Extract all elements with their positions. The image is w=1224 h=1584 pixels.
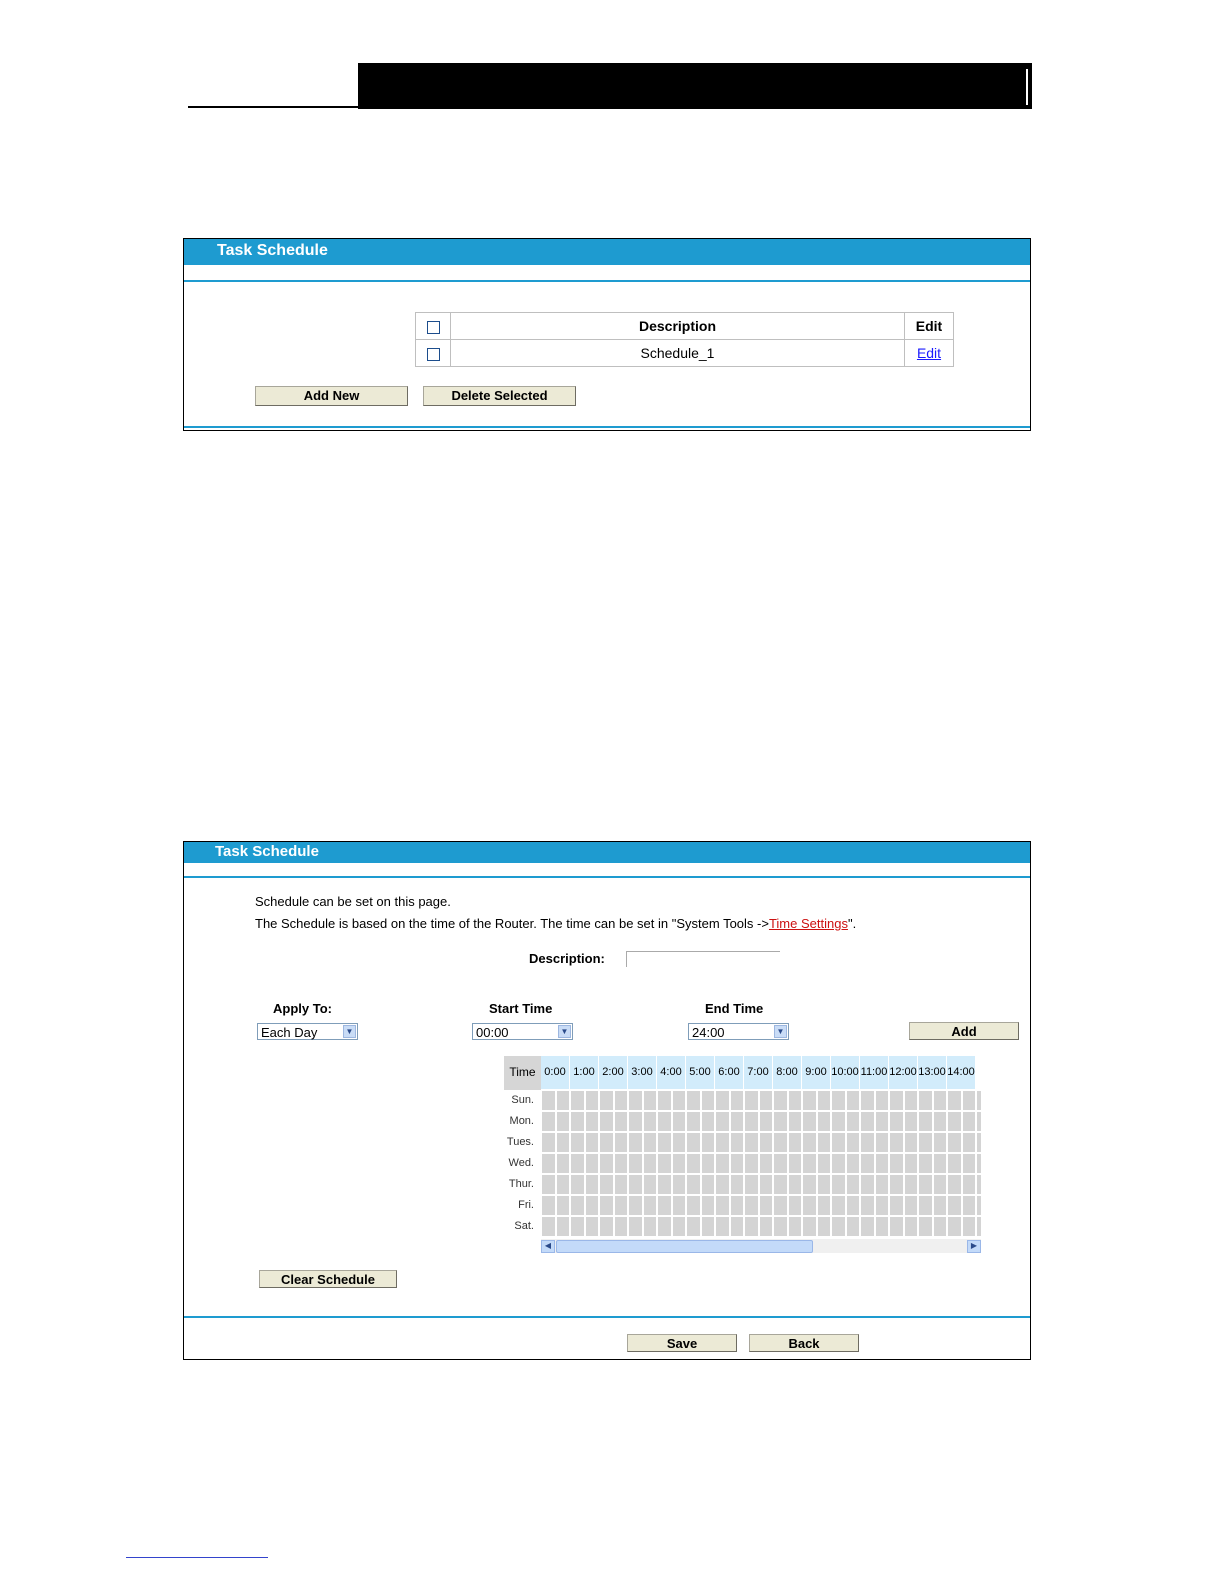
schedule-cell[interactable] xyxy=(629,1133,642,1152)
schedule-cell[interactable] xyxy=(890,1091,903,1110)
scrollbar-thumb[interactable] xyxy=(556,1240,813,1253)
schedule-cell[interactable] xyxy=(948,1154,961,1173)
schedule-cell[interactable] xyxy=(644,1217,657,1236)
schedule-cell[interactable] xyxy=(861,1217,874,1236)
schedule-cell[interactable] xyxy=(774,1196,787,1215)
schedule-cell[interactable] xyxy=(905,1217,918,1236)
schedule-cell[interactable] xyxy=(716,1175,729,1194)
schedule-cell[interactable] xyxy=(745,1217,758,1236)
schedule-cell[interactable] xyxy=(629,1196,642,1215)
schedule-cell[interactable] xyxy=(542,1133,555,1152)
schedule-cell[interactable] xyxy=(586,1133,599,1152)
schedule-cell[interactable] xyxy=(702,1112,715,1131)
intro-suffix: ". xyxy=(847,916,857,931)
day-label: Sun. xyxy=(504,1090,541,1111)
schedule-cell[interactable] xyxy=(542,1217,555,1236)
schedule-cell[interactable] xyxy=(760,1175,773,1194)
end-time-select[interactable] xyxy=(688,1023,789,1040)
schedule-cell[interactable] xyxy=(774,1091,787,1110)
schedule-cell[interactable] xyxy=(876,1091,889,1110)
schedule-cell[interactable] xyxy=(890,1175,903,1194)
schedule-cell[interactable] xyxy=(658,1112,671,1131)
schedule-cell[interactable] xyxy=(673,1196,686,1215)
schedule-cell[interactable] xyxy=(557,1175,570,1194)
schedule-cell[interactable] xyxy=(600,1175,613,1194)
schedule-cell[interactable] xyxy=(803,1112,816,1131)
schedule-cell[interactable] xyxy=(919,1154,932,1173)
schedule-cell[interactable] xyxy=(818,1133,831,1152)
schedule-cell[interactable] xyxy=(600,1133,613,1152)
grid-horizontal-scrollbar[interactable] xyxy=(541,1239,981,1253)
row-checkbox[interactable] xyxy=(427,348,440,361)
schedule-cell[interactable] xyxy=(977,1112,981,1131)
schedule-cell[interactable] xyxy=(673,1133,686,1152)
schedule-cell[interactable] xyxy=(557,1154,570,1173)
schedule-cell[interactable] xyxy=(919,1112,932,1131)
schedule-cell[interactable] xyxy=(832,1175,845,1194)
intro-line-2 xyxy=(255,916,856,931)
schedule-cell[interactable] xyxy=(687,1133,700,1152)
schedule-cell[interactable] xyxy=(977,1133,981,1152)
schedule-cell[interactable] xyxy=(600,1196,613,1215)
schedule-cell[interactable] xyxy=(919,1196,932,1215)
description-header: Description xyxy=(451,313,905,340)
schedule-cell[interactable] xyxy=(673,1154,686,1173)
schedule-cell[interactable] xyxy=(774,1217,787,1236)
schedule-cell[interactable] xyxy=(803,1154,816,1173)
schedule-cell[interactable] xyxy=(861,1091,874,1110)
schedule-cell[interactable] xyxy=(847,1217,860,1236)
footer-link-rule xyxy=(126,1557,268,1558)
schedule-cell[interactable] xyxy=(702,1154,715,1173)
schedule-cell[interactable] xyxy=(905,1196,918,1215)
schedule-cell[interactable] xyxy=(948,1175,961,1194)
schedule-cell[interactable] xyxy=(731,1175,744,1194)
schedule-cell[interactable] xyxy=(644,1133,657,1152)
panel-title: Task Schedule xyxy=(184,239,1030,265)
hour-headers xyxy=(541,1056,976,1090)
schedule-cell[interactable] xyxy=(731,1217,744,1236)
schedule-cell[interactable] xyxy=(586,1154,599,1173)
schedule-cell[interactable] xyxy=(716,1196,729,1215)
schedule-cell[interactable] xyxy=(644,1112,657,1131)
schedule-cell[interactable] xyxy=(934,1175,947,1194)
schedule-cell[interactable] xyxy=(803,1091,816,1110)
schedule-cell[interactable] xyxy=(571,1175,584,1194)
back-button[interactable]: Back xyxy=(749,1334,859,1352)
schedule-cell[interactable] xyxy=(571,1217,584,1236)
schedule-cell[interactable] xyxy=(731,1133,744,1152)
schedule-cell[interactable] xyxy=(673,1091,686,1110)
schedule-cell[interactable] xyxy=(571,1133,584,1152)
schedule-cell[interactable] xyxy=(774,1112,787,1131)
schedule-cell[interactable] xyxy=(542,1112,555,1131)
schedule-cell[interactable] xyxy=(789,1133,802,1152)
schedule-cell[interactable] xyxy=(789,1175,802,1194)
schedule-cell[interactable] xyxy=(789,1154,802,1173)
intro-line-1: Schedule can be set on this page. xyxy=(255,894,451,909)
schedule-cell[interactable] xyxy=(702,1175,715,1194)
schedule-cell[interactable] xyxy=(731,1196,744,1215)
start-time-value: 00:00 xyxy=(476,1025,509,1040)
end-time-value: 24:00 xyxy=(692,1025,725,1040)
schedule-cell[interactable] xyxy=(919,1133,932,1152)
schedule-cell[interactable] xyxy=(745,1091,758,1110)
schedule-cell[interactable] xyxy=(963,1091,976,1110)
schedule-cell[interactable] xyxy=(542,1091,555,1110)
schedule-cell[interactable] xyxy=(629,1175,642,1194)
schedule-cell[interactable] xyxy=(934,1217,947,1236)
schedule-cell[interactable] xyxy=(832,1154,845,1173)
schedule-cell[interactable] xyxy=(818,1112,831,1131)
schedule-cell[interactable] xyxy=(905,1154,918,1173)
schedule-cell[interactable] xyxy=(977,1196,981,1215)
table-row xyxy=(416,340,954,367)
schedule-cell[interactable] xyxy=(760,1154,773,1173)
schedule-cell[interactable] xyxy=(832,1091,845,1110)
schedule-cell[interactable] xyxy=(542,1196,555,1215)
schedule-cell[interactable] xyxy=(774,1175,787,1194)
chevron-down-icon: ▼ xyxy=(774,1025,787,1038)
schedule-cell[interactable] xyxy=(716,1112,729,1131)
schedule-cell[interactable] xyxy=(977,1175,981,1194)
schedule-cell[interactable] xyxy=(789,1196,802,1215)
schedule-cell[interactable] xyxy=(934,1112,947,1131)
schedule-cell[interactable] xyxy=(847,1091,860,1110)
schedule-cell[interactable] xyxy=(818,1217,831,1236)
schedule-cell[interactable] xyxy=(832,1217,845,1236)
schedule-cell[interactable] xyxy=(716,1091,729,1110)
schedule-cell[interactable] xyxy=(876,1112,889,1131)
schedule-cell[interactable] xyxy=(760,1196,773,1215)
schedule-cell[interactable] xyxy=(658,1091,671,1110)
schedule-cell[interactable] xyxy=(658,1175,671,1194)
schedule-cell[interactable] xyxy=(615,1091,628,1110)
schedule-cell[interactable] xyxy=(687,1217,700,1236)
schedule-cell[interactable] xyxy=(644,1091,657,1110)
apply-to-select[interactable] xyxy=(257,1023,358,1040)
schedule-cell[interactable] xyxy=(571,1196,584,1215)
hour-header: 9:00 xyxy=(802,1056,831,1089)
schedule-cell[interactable] xyxy=(963,1175,976,1194)
select-all-checkbox[interactable] xyxy=(427,321,440,334)
schedule-cell[interactable] xyxy=(803,1196,816,1215)
hour-header: 4:00 xyxy=(657,1056,686,1089)
chevron-down-icon: ▼ xyxy=(558,1025,571,1038)
schedule-cell[interactable] xyxy=(760,1217,773,1236)
schedule-cell[interactable] xyxy=(745,1175,758,1194)
schedule-cell[interactable] xyxy=(789,1091,802,1110)
time-settings-link[interactable]: Time Settings xyxy=(768,916,848,931)
day-label: Sat. xyxy=(504,1216,541,1237)
schedule-cell[interactable] xyxy=(818,1175,831,1194)
schedule-cell[interactable] xyxy=(731,1154,744,1173)
divider xyxy=(184,1316,1030,1318)
schedule-cell[interactable] xyxy=(818,1091,831,1110)
schedule-cell[interactable] xyxy=(977,1091,981,1110)
schedule-cell[interactable] xyxy=(963,1154,976,1173)
schedule-cell[interactable] xyxy=(948,1217,961,1236)
schedule-cell[interactable] xyxy=(600,1217,613,1236)
schedule-cell[interactable] xyxy=(847,1196,860,1215)
schedule-cell[interactable] xyxy=(948,1091,961,1110)
schedule-cell[interactable] xyxy=(586,1112,599,1131)
schedule-cell[interactable] xyxy=(615,1133,628,1152)
schedule-cell[interactable] xyxy=(977,1154,981,1173)
schedule-table xyxy=(415,312,954,367)
day-label: Thur. xyxy=(504,1174,541,1195)
schedule-cell[interactable] xyxy=(702,1196,715,1215)
schedule-cell[interactable] xyxy=(847,1154,860,1173)
apply-to-value: Each Day xyxy=(261,1025,318,1040)
schedule-cell[interactable] xyxy=(542,1175,555,1194)
schedule-cell[interactable] xyxy=(876,1217,889,1236)
schedule-cell[interactable] xyxy=(557,1133,570,1152)
schedule-cell[interactable] xyxy=(905,1091,918,1110)
schedule-cell[interactable] xyxy=(789,1112,802,1131)
divider xyxy=(184,426,1030,428)
schedule-cell[interactable] xyxy=(629,1112,642,1131)
schedule-cell[interactable] xyxy=(557,1196,570,1215)
schedule-cell[interactable] xyxy=(687,1175,700,1194)
row-edit-cell xyxy=(905,340,954,367)
apply-to-label: Apply To: xyxy=(273,1001,332,1016)
schedule-cell[interactable] xyxy=(890,1154,903,1173)
schedule-cell[interactable] xyxy=(615,1217,628,1236)
schedule-cell[interactable] xyxy=(745,1133,758,1152)
schedule-cell[interactable] xyxy=(644,1175,657,1194)
schedule-cell[interactable] xyxy=(557,1112,570,1131)
schedule-cell[interactable] xyxy=(934,1196,947,1215)
chevron-down-icon: ▼ xyxy=(343,1025,356,1038)
schedule-cell[interactable] xyxy=(673,1112,686,1131)
schedule-cell[interactable] xyxy=(919,1217,932,1236)
schedule-cell[interactable] xyxy=(644,1196,657,1215)
schedule-cell[interactable] xyxy=(774,1133,787,1152)
hour-header: 1:00 xyxy=(570,1056,599,1089)
schedule-cell[interactable] xyxy=(876,1196,889,1215)
schedule-cell[interactable] xyxy=(702,1091,715,1110)
schedule-cell[interactable] xyxy=(745,1112,758,1131)
edit-link[interactable]: Edit xyxy=(916,345,942,361)
schedule-cell[interactable] xyxy=(629,1091,642,1110)
row-checkbox-cell xyxy=(416,340,451,367)
hour-header: 14:00 xyxy=(947,1056,976,1089)
schedule-cell[interactable] xyxy=(615,1154,628,1173)
schedule-cell[interactable] xyxy=(600,1112,613,1131)
schedule-cell[interactable] xyxy=(803,1217,816,1236)
description-input[interactable] xyxy=(626,951,780,967)
schedule-cell[interactable] xyxy=(948,1112,961,1131)
hour-header: 11:00 xyxy=(860,1056,889,1089)
hour-header: 5:00 xyxy=(686,1056,715,1089)
schedule-cell[interactable] xyxy=(586,1175,599,1194)
schedule-cell[interactable] xyxy=(600,1154,613,1173)
panel-title: Task Schedule xyxy=(184,842,1030,863)
schedule-cell[interactable] xyxy=(615,1112,628,1131)
schedule-cell[interactable] xyxy=(658,1133,671,1152)
start-time-label: Start Time xyxy=(489,1001,553,1016)
hour-header: 7:00 xyxy=(744,1056,773,1089)
schedule-cells[interactable] xyxy=(541,1090,981,1237)
schedule-cell[interactable] xyxy=(847,1175,860,1194)
schedule-cell[interactable] xyxy=(861,1112,874,1131)
hour-header: 12:00 xyxy=(889,1056,918,1089)
schedule-cell[interactable] xyxy=(760,1133,773,1152)
schedule-cell[interactable] xyxy=(963,1112,976,1131)
schedule-cell[interactable] xyxy=(905,1133,918,1152)
schedule-cell[interactable] xyxy=(832,1133,845,1152)
schedule-cell[interactable] xyxy=(774,1154,787,1173)
hour-header: 10:00 xyxy=(831,1056,860,1089)
header-bar-tick xyxy=(1026,69,1028,105)
schedule-cell[interactable] xyxy=(586,1217,599,1236)
schedule-cell[interactable] xyxy=(716,1154,729,1173)
schedule-cell[interactable] xyxy=(934,1154,947,1173)
schedule-cell[interactable] xyxy=(702,1133,715,1152)
schedule-cell[interactable] xyxy=(673,1217,686,1236)
schedule-cell[interactable] xyxy=(629,1217,642,1236)
task-schedule-list-panel xyxy=(183,238,1031,431)
schedule-cell[interactable] xyxy=(832,1196,845,1215)
schedule-cell[interactable] xyxy=(586,1196,599,1215)
intro-prefix: The Schedule is based on the time of the Router. The time can be set in "System Tools -> xyxy=(255,916,769,931)
add-button[interactable]: Add xyxy=(909,1022,1019,1040)
schedule-cell[interactable] xyxy=(789,1217,802,1236)
schedule-cell[interactable] xyxy=(687,1154,700,1173)
edit-header: Edit xyxy=(905,313,954,340)
schedule-cell[interactable] xyxy=(905,1175,918,1194)
schedule-cell[interactable] xyxy=(818,1154,831,1173)
schedule-cell[interactable] xyxy=(731,1091,744,1110)
schedule-cell[interactable] xyxy=(977,1217,981,1236)
schedule-cell[interactable] xyxy=(673,1175,686,1194)
schedule-cell[interactable] xyxy=(847,1133,860,1152)
clear-schedule-button[interactable]: Clear Schedule xyxy=(259,1270,397,1288)
day-label: Mon. xyxy=(504,1111,541,1132)
schedule-cell[interactable] xyxy=(919,1175,932,1194)
schedule-cell[interactable] xyxy=(832,1112,845,1131)
schedule-cell[interactable] xyxy=(803,1133,816,1152)
hour-header: 2:00 xyxy=(599,1056,628,1089)
schedule-cell[interactable] xyxy=(963,1196,976,1215)
day-label: Fri. xyxy=(504,1195,541,1216)
schedule-cell[interactable] xyxy=(586,1091,599,1110)
schedule-cell[interactable] xyxy=(745,1196,758,1215)
end-time-label: End Time xyxy=(705,1001,764,1016)
schedule-cell[interactable] xyxy=(571,1091,584,1110)
schedule-cell[interactable] xyxy=(934,1091,947,1110)
hour-header: 3:00 xyxy=(628,1056,657,1089)
schedule-cell[interactable] xyxy=(629,1154,642,1173)
row-description: Schedule_1 xyxy=(451,340,905,367)
schedule-cell[interactable] xyxy=(919,1091,932,1110)
schedule-grid xyxy=(504,1056,981,1237)
hour-header: 6:00 xyxy=(715,1056,744,1089)
schedule-cell[interactable] xyxy=(687,1112,700,1131)
hour-header: 0:00 xyxy=(541,1056,570,1089)
header-bar xyxy=(358,63,1032,109)
schedule-cell[interactable] xyxy=(571,1112,584,1131)
schedule-cell[interactable] xyxy=(861,1154,874,1173)
schedule-cell[interactable] xyxy=(557,1217,570,1236)
schedule-cell[interactable] xyxy=(687,1091,700,1110)
schedule-cell[interactable] xyxy=(658,1154,671,1173)
day-labels xyxy=(504,1090,541,1237)
schedule-cell[interactable] xyxy=(615,1196,628,1215)
table-header-row xyxy=(416,313,954,340)
description-label: Description: xyxy=(529,951,605,966)
schedule-cell[interactable] xyxy=(963,1133,976,1152)
schedule-cell[interactable] xyxy=(615,1175,628,1194)
schedule-cell[interactable] xyxy=(760,1112,773,1131)
hour-header: 13:00 xyxy=(918,1056,947,1089)
schedule-cell[interactable] xyxy=(716,1133,729,1152)
schedule-cell[interactable] xyxy=(702,1217,715,1236)
schedule-cell[interactable] xyxy=(963,1217,976,1236)
scroll-left-icon[interactable]: ◀ xyxy=(541,1240,555,1253)
start-time-select[interactable] xyxy=(472,1023,573,1040)
day-label: Wed. xyxy=(504,1153,541,1174)
task-schedule-edit-panel xyxy=(183,841,1031,1360)
schedule-cell[interactable] xyxy=(861,1196,874,1215)
schedule-cell[interactable] xyxy=(542,1154,555,1173)
schedule-cell[interactable] xyxy=(948,1133,961,1152)
schedule-cell[interactable] xyxy=(876,1133,889,1152)
schedule-cell[interactable] xyxy=(890,1196,903,1215)
header-rule xyxy=(188,106,360,108)
schedule-cell[interactable] xyxy=(934,1133,947,1152)
schedule-cell[interactable] xyxy=(890,1133,903,1152)
schedule-cell[interactable] xyxy=(818,1196,831,1215)
divider xyxy=(184,876,1030,878)
add-new-button[interactable]: Add New xyxy=(255,386,408,406)
schedule-cell[interactable] xyxy=(760,1091,773,1110)
time-header: Time xyxy=(504,1056,541,1090)
schedule-cell[interactable] xyxy=(861,1133,874,1152)
schedule-cell[interactable] xyxy=(745,1154,758,1173)
schedule-cell[interactable] xyxy=(658,1196,671,1215)
schedule-cell[interactable] xyxy=(890,1112,903,1131)
schedule-cell[interactable] xyxy=(557,1091,570,1110)
schedule-cell[interactable] xyxy=(600,1091,613,1110)
schedule-cell[interactable] xyxy=(847,1112,860,1131)
divider xyxy=(184,280,1030,282)
hour-header: 8:00 xyxy=(773,1056,802,1089)
schedule-cell[interactable] xyxy=(948,1196,961,1215)
save-button[interactable]: Save xyxy=(627,1334,737,1352)
schedule-cell[interactable] xyxy=(731,1112,744,1131)
schedule-cell[interactable] xyxy=(644,1154,657,1173)
schedule-cell[interactable] xyxy=(687,1196,700,1215)
scroll-right-icon[interactable]: ▶ xyxy=(967,1240,981,1253)
schedule-cell[interactable] xyxy=(861,1175,874,1194)
schedule-cell[interactable] xyxy=(571,1154,584,1173)
schedule-cell[interactable] xyxy=(716,1217,729,1236)
select-all-cell xyxy=(416,313,451,340)
schedule-cell[interactable] xyxy=(905,1112,918,1131)
delete-selected-button[interactable]: Delete Selected xyxy=(423,386,576,406)
schedule-cell[interactable] xyxy=(658,1217,671,1236)
schedule-cell[interactable] xyxy=(890,1217,903,1236)
schedule-cell[interactable] xyxy=(803,1175,816,1194)
schedule-cell[interactable] xyxy=(876,1175,889,1194)
day-label: Tues. xyxy=(504,1132,541,1153)
schedule-cell[interactable] xyxy=(876,1154,889,1173)
